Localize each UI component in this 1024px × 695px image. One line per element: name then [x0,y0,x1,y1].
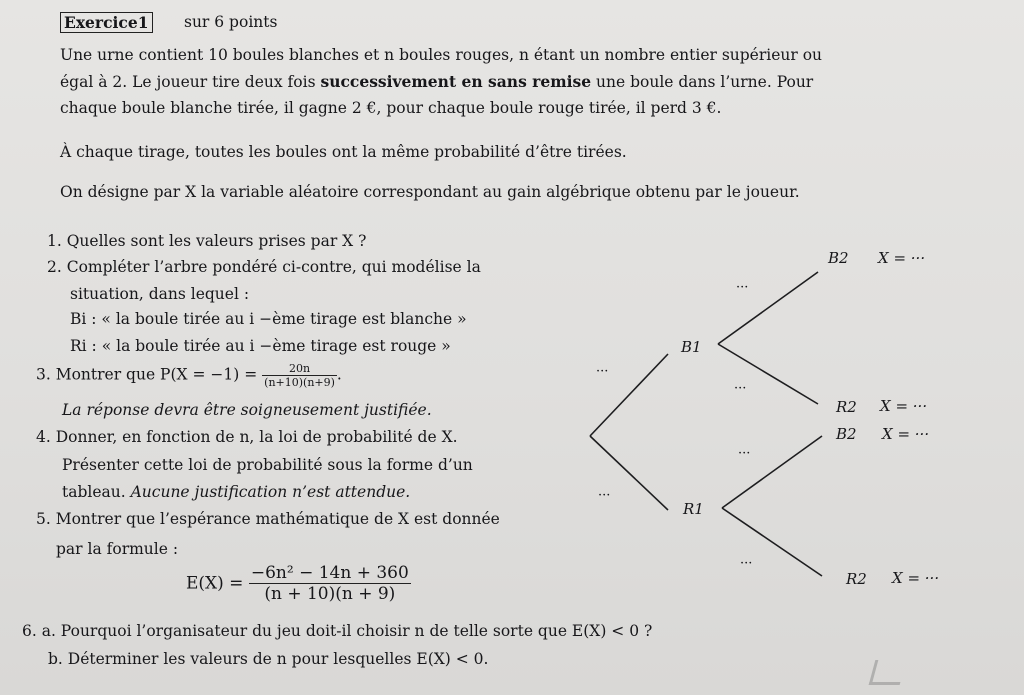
tree-node-b2-top: B2 [828,249,849,267]
tree-node-r2-bottom: R2 [846,570,867,588]
tree-node-b1: B1 [681,338,702,356]
question-2-ri: Ri : « la boule tirée au i −ème tirage est rouge » [70,337,451,355]
question-1: 1. Quelles sont les valeurs prises par X ? [47,232,367,250]
expectation-lhs: E(X) = [186,573,244,594]
tree-node-b2-bottom: B2 [836,425,857,443]
tree-branch-b1-b2 [718,272,818,344]
question-4a: 4. Donner, en fonction de n, la loi de probabilité de X. [36,428,458,446]
question-6a: 6. a. Pourquoi l’organisateur du jeu doit-il choisir n de telle sorte que E(X) < 0 ? [22,622,653,640]
intro-line-1: Une urne contient 10 boules blanches et n boules rouges, n étant un nombre entier supérieur ou [60,46,823,64]
tree-branch-r1-b2 [722,436,822,508]
question-5a: 5. Montrer que l’espérance mathématique de X est donnée [36,510,500,528]
question-2b: situation, dans lequel : [70,285,250,303]
expectation-fraction [249,563,411,604]
intro-line-2b: successivement en sans remise [320,72,592,91]
tree-weight-b1-b2: ··· [736,280,749,295]
intro-line-2c: une boule dans l’urne. Pour [591,73,814,91]
intro-line-2a: égal à 2. Le joueur tire deux fois [60,73,321,91]
question-4b: Présenter cette loi de probabilité sous la forme d’un [62,456,473,474]
exercise-label: Exercice1 [60,12,153,33]
question-3-denominator: (n+10)(n+9) [264,376,335,389]
question-6b: b. Déterminer les valeurs de n pour lesquelles E(X) < 0. [48,650,489,668]
tree-branch-b1-r2 [718,344,818,404]
question-3-fraction [262,362,337,389]
question-2a: 2. Compléter l’arbre pondéré ci-contre, qui modélise la [47,258,481,276]
tree-x-value-1: X = ··· [878,249,926,267]
tree-weight-r1-r2: ··· [740,556,753,571]
tree-weight-b1-r2: ··· [734,381,747,396]
expectation-denominator: (n + 10)(n + 9) [264,584,396,604]
intro-line-3: chaque boule blanche tirée, il gagne 2 €, pour chaque boule rouge tirée, il perd 3 €. [60,99,722,117]
tree-weight-b1: ··· [596,364,609,379]
intro-line-5: On désigne par X la variable aléatoire correspondant au gain algébrique obtenu par le joueur. [60,183,800,201]
exercise-points: sur 6 points [184,13,278,31]
tree-node-r2-top: R2 [836,398,857,416]
intro-line-4: À chaque tirage, toutes les boules ont la même probabilité d’être tirées. [60,143,627,161]
tree-x-value-3: X = ··· [882,425,930,443]
question-4c-text: tableau. [62,483,131,501]
pen-mark [869,660,907,685]
question-3: 3. Montrer que P(X = −1) = $\frac{20n}{(n+10)(n+9)}$ . [36,362,342,389]
question-4c [62,483,410,501]
question-3-note: La réponse devra être soigneusement justifiée. [62,401,432,419]
question-3-text: 3. Montrer que P(X = −1) = [36,365,258,384]
expectation-formula [186,563,411,604]
tree-node-r1: R1 [683,500,704,518]
tree-x-value-4: X = ··· [892,569,940,587]
question-2-bi: Bi : « la boule tirée au i −ème tirage est blanche » [70,310,467,328]
expectation-numerator: −6n² − 14n + 360 [250,563,409,583]
tree-x-value-2: X = ··· [880,397,928,415]
question-5b: par la formule : [56,540,179,558]
question-3-numerator: 20n [262,362,337,376]
intro-line-2 [60,72,813,91]
tree-branch-r1-r2 [722,508,822,576]
tree-weight-r1-b2: ··· [738,446,751,461]
question-4c-italic: Aucune justification n’est attendue. [130,483,411,501]
tree-weight-r1: ··· [598,488,611,503]
